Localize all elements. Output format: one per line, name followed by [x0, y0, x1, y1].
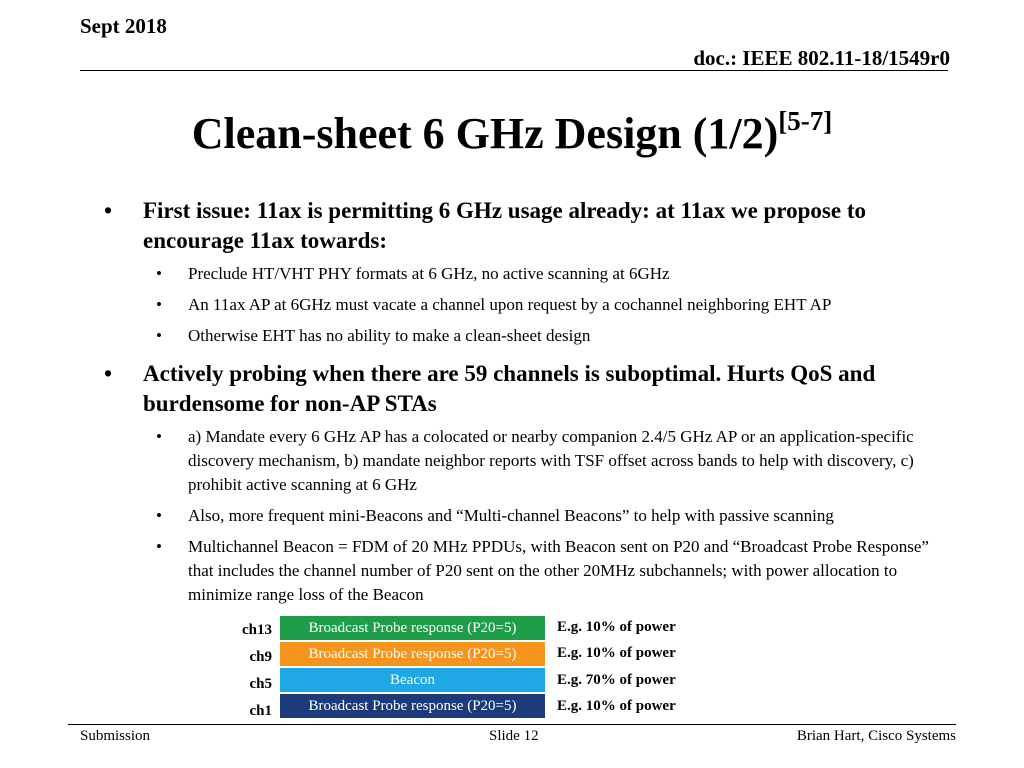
subchannel-bar-ch1: Broadcast Probe response (P20=5) [280, 694, 545, 718]
footer-submission: Submission [80, 728, 151, 744]
slide-title [0, 108, 1024, 159]
sub-bullet-2-3 [104, 535, 954, 607]
power-label-ch9: E.g. 10% of power [557, 645, 676, 661]
bullet-dot: • [156, 427, 162, 446]
power-label-ch13: E.g. 10% of power [557, 619, 676, 635]
bullet-dot: • [104, 198, 113, 223]
sub-bullet-2-2 [104, 504, 954, 528]
bullet-dot: • [156, 295, 162, 314]
sub-bullet-text: Otherwise EHT has no ability to make a clean-sheet design [188, 326, 591, 345]
sub-bullet-text: Also, more frequent mini-Beacons and “Multi-channel Beacons” to help with passive scanning [188, 506, 834, 525]
slide-content [104, 196, 954, 614]
sub-bullet-1-1 [104, 262, 954, 286]
sub-bullet-text: Multichannel Beacon = FDM of 20 MHz PPDUs, with Beacon sent on P20 and “Broadcast Probe Response” that includes the channel number of P20 sent on the other 20MHz subchannels; with power allocation to minimize range loss of the Beacon [188, 537, 929, 604]
channel-label-ch1: ch1 [249, 703, 272, 719]
subchannel-bar-ch9: Broadcast Probe response (P20=5) [280, 642, 545, 666]
bullet-dot: • [104, 361, 113, 386]
power-label-ch5: E.g. 70% of power [557, 672, 676, 688]
channel-label-ch9: ch9 [249, 649, 272, 665]
sub-bullet-text: Preclude HT/VHT PHY formats at 6 GHz, no active scanning at 6GHz [188, 264, 670, 283]
title-text: Clean-sheet 6 GHz Design (1/2) [191, 109, 779, 158]
title-reference: [5-7] [778, 106, 833, 137]
header-doc-id: doc.: IEEE 802.11-18/1549r0 [693, 46, 950, 70]
sub-bullet-2-1 [104, 425, 954, 497]
header-date: Sept 2018 [80, 14, 167, 38]
sub-bullet-text: An 11ax AP at 6GHz must vacate a channel upon request by a cochannel neighboring EHT AP [188, 295, 832, 314]
bullet-1-text: First issue: 11ax is permitting 6 GHz usage already: at 11ax we propose to encourage 11ax towards: [143, 198, 866, 253]
sub-bullet-1-3 [104, 324, 954, 348]
subchannel-bar-ch5: Beacon [280, 668, 545, 692]
channel-label-ch13: ch13 [242, 622, 272, 638]
bullet-1 [104, 196, 954, 256]
sub-bullet-text: a) Mandate every 6 GHz AP has a colocated or nearby companion 2.4/5 GHz AP or an application-specific discovery mechanism, b) mandate neighbor reports with TSF offset across bands to help with discovery, c) prohibit active scanning at 6 GHz [188, 427, 914, 494]
channel-label-ch5: ch5 [249, 676, 272, 692]
bullet-dot: • [156, 506, 162, 525]
bullet-2 [104, 359, 954, 419]
subchannel-bar-ch13: Broadcast Probe response (P20=5) [280, 616, 545, 640]
sub-bullet-1-2 [104, 293, 954, 317]
footer-slide-number: Slide 12 [489, 728, 539, 744]
bullet-dot: • [156, 537, 162, 556]
footer-author: Brian Hart, Cisco Systems [796, 728, 956, 744]
footer-rule [68, 724, 956, 725]
bullet-dot: • [156, 326, 162, 345]
bullet-dot: • [156, 264, 162, 283]
bullet-2-text: Actively probing when there are 59 channels is suboptimal. Hurts QoS and burdensome for non-AP STAs [143, 361, 876, 416]
power-label-ch1: E.g. 10% of power [557, 698, 676, 714]
header-rule [80, 70, 948, 71]
